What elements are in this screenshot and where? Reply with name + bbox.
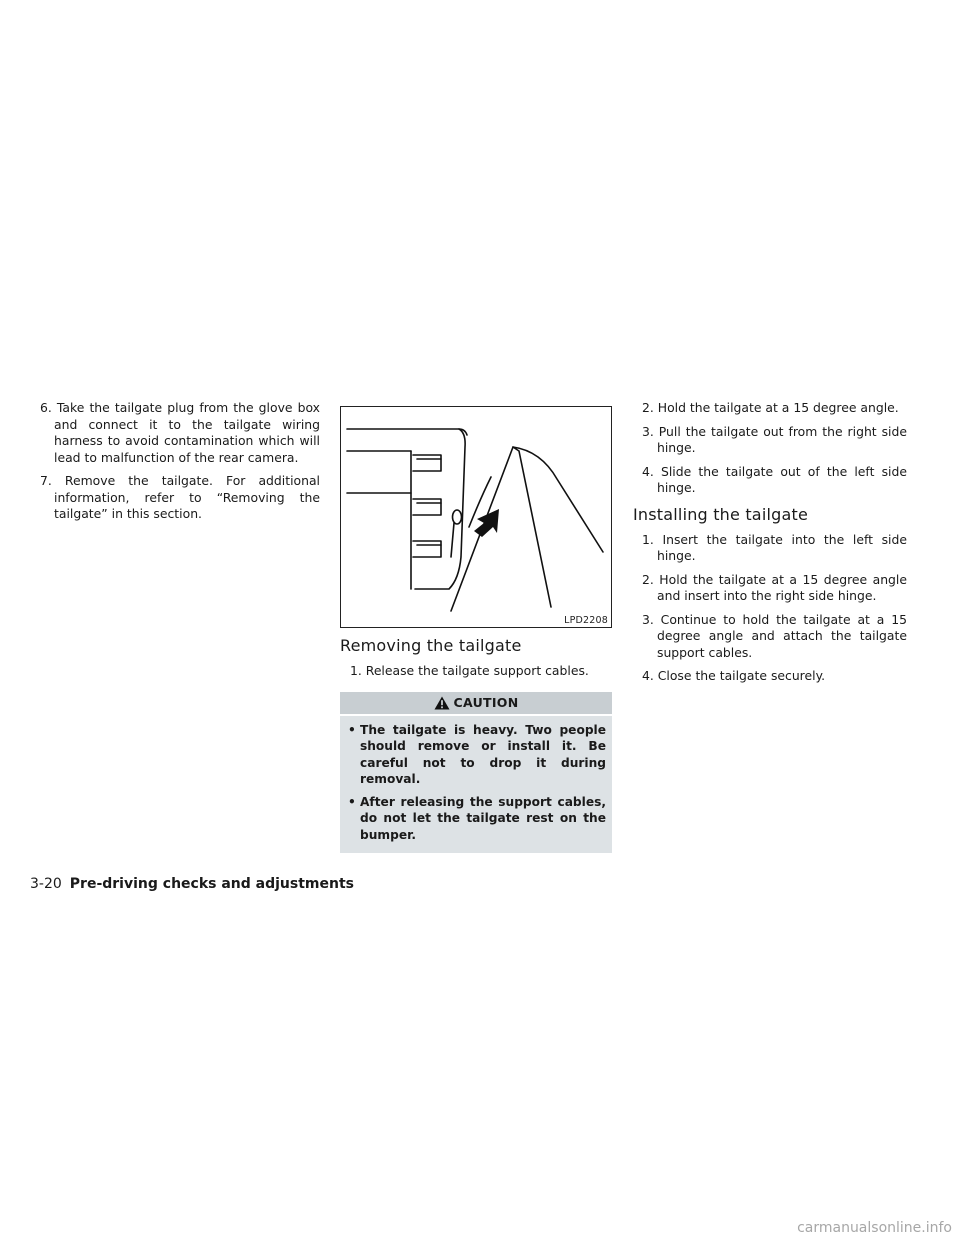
step-item: 7. Remove the tailgate. For additional information, refer to “Removing the tailgate” in this section. [40,473,320,521]
removing-steps [340,663,612,680]
step-item: 1. Release the tailgate support cables. [350,663,589,678]
step-item: 4. Slide the tailgate out of the left side hinge. [642,463,907,495]
step-item: 3. Pull the tailgate out from the right side hinge. [642,423,907,455]
caution-item [346,722,606,788]
figure-code: LPD2208 [564,615,608,626]
middle-column [340,400,612,853]
chapter-title: Pre-driving checks and adjustments [69,876,354,892]
steps-list [30,400,320,523]
caution-header [340,692,612,714]
step-item: 2. Hold the tailgate at a 15 degree angle and insert into the right side hinge. [642,571,907,603]
section-title-removing: Removing the tailgate [340,636,522,655]
removing-steps-continued [633,400,907,497]
installing-steps [633,532,907,685]
caution-item-text: The tailgate is heavy. Two people should remove or install it. Be careful not to drop it during removal. [360,722,606,786]
watermark: carmanualsonline.info [797,1220,952,1236]
step-item: 1. Insert the tailgate into the left side hinge. [642,531,907,563]
warning-triangle-icon [434,696,450,710]
page-footer [30,876,354,892]
step-item: 3. Continue to hold the tailgate at a 15 degree angle and attach the tailgate support cables. [642,611,907,660]
caution-body [340,716,612,854]
step-item: 2. Hold the tailgate at a 15 degree angle. [642,400,899,415]
step-item: 6. Take the tailgate plug from the glove box and connect it to the tailgate wiring harness to avoid contamination which will lead to malfunction of the rear camera. [40,400,320,465]
right-column [633,400,907,692]
bullet-icon: • [348,794,356,809]
left-column [30,400,320,530]
caution-box [340,692,612,854]
page-number: 3-20 [30,876,62,892]
caution-item-text: After releasing the support cables, do not let the tailgate rest on the bumper. [360,794,606,842]
tailgate-hinge-drawing [341,407,611,627]
step-item: 4. Close the tailgate securely. [642,668,826,683]
tailgate-illustration [340,406,612,628]
caution-list [346,722,606,844]
caution-title: CAUTION [453,695,519,710]
section-title-installing: Installing the tailgate [633,504,808,524]
caution-item [346,794,606,844]
bullet-icon: • [348,722,356,737]
